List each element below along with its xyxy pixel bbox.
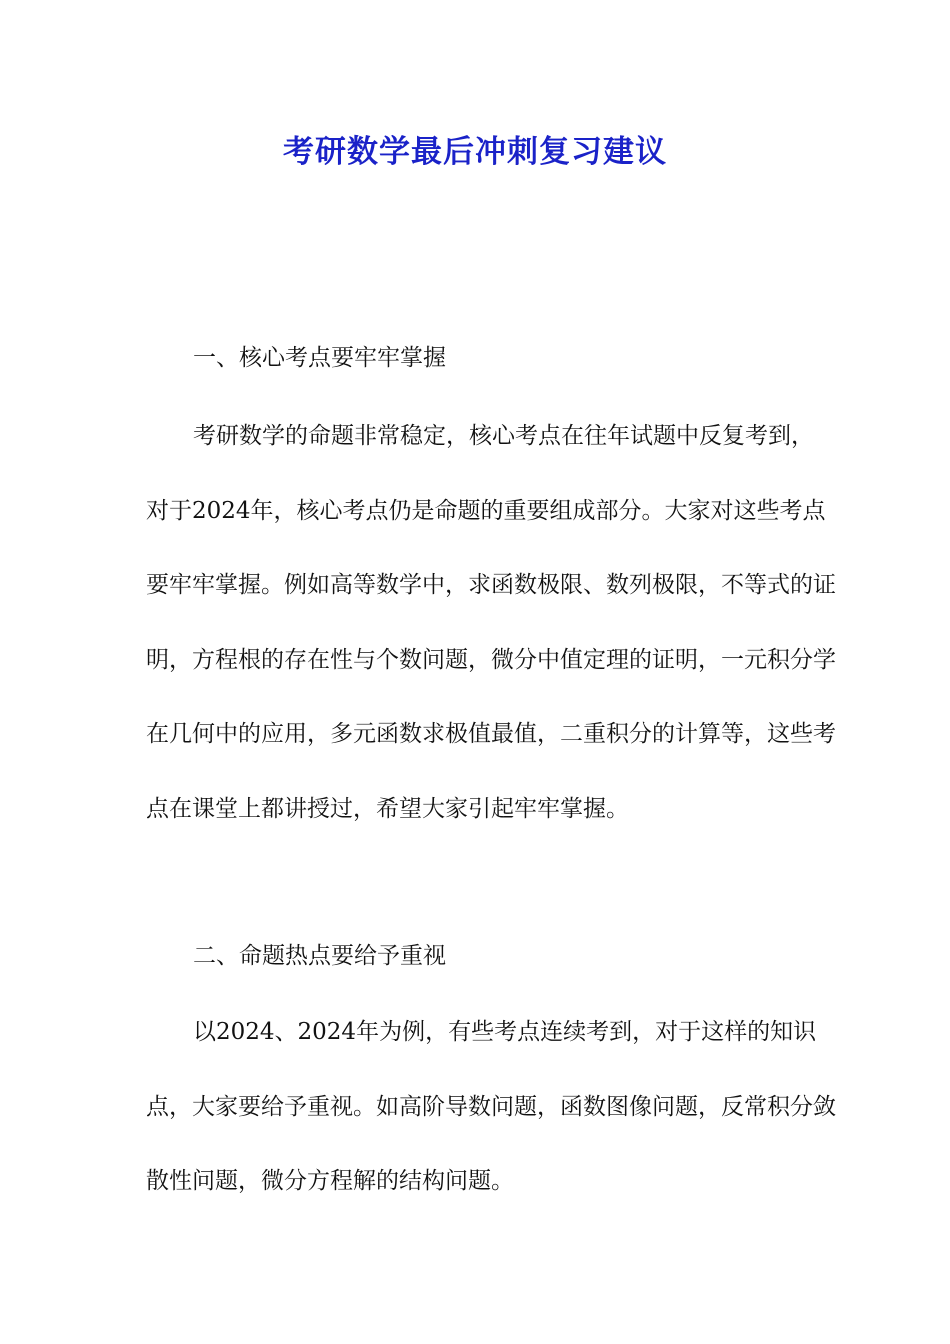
paragraph-text-2: 以2024、2024年为例，有些考点连续考到，对于这样的知识点，大家要给予重视。如高阶导数问题，函数图像问题，反常积分敛散性问题，微分方程解的结构问题。 [146,1019,836,1194]
paragraph-text-1: 考研数学的命题非常稳定，核心考点在往年试题中反复考到，对于2024年，核心考点仍是命题的重要组成部分。大家对这些考点要牢牢掌握。例如高等数学中，求函数极限、数列极限，不等式的证明，方程根的存在性与个数问题，微分中值定理的证明，一元积分学在几何中的应用，多元函数求极值最值，二重积分的计算等，这些考点在课堂上都讲授过，希望大家引起牢牢掌握。 [146,423,836,822]
document-title: 考研数学最后冲刺复习建议 [283,134,667,170]
section-heading-2: 二、命题热点要给予重视 [193,943,446,969]
section-heading-1: 一、核心考点要牢牢掌握 [193,345,446,371]
section-paragraph-2 [146,995,836,1219]
section-paragraph-1 [146,399,836,846]
